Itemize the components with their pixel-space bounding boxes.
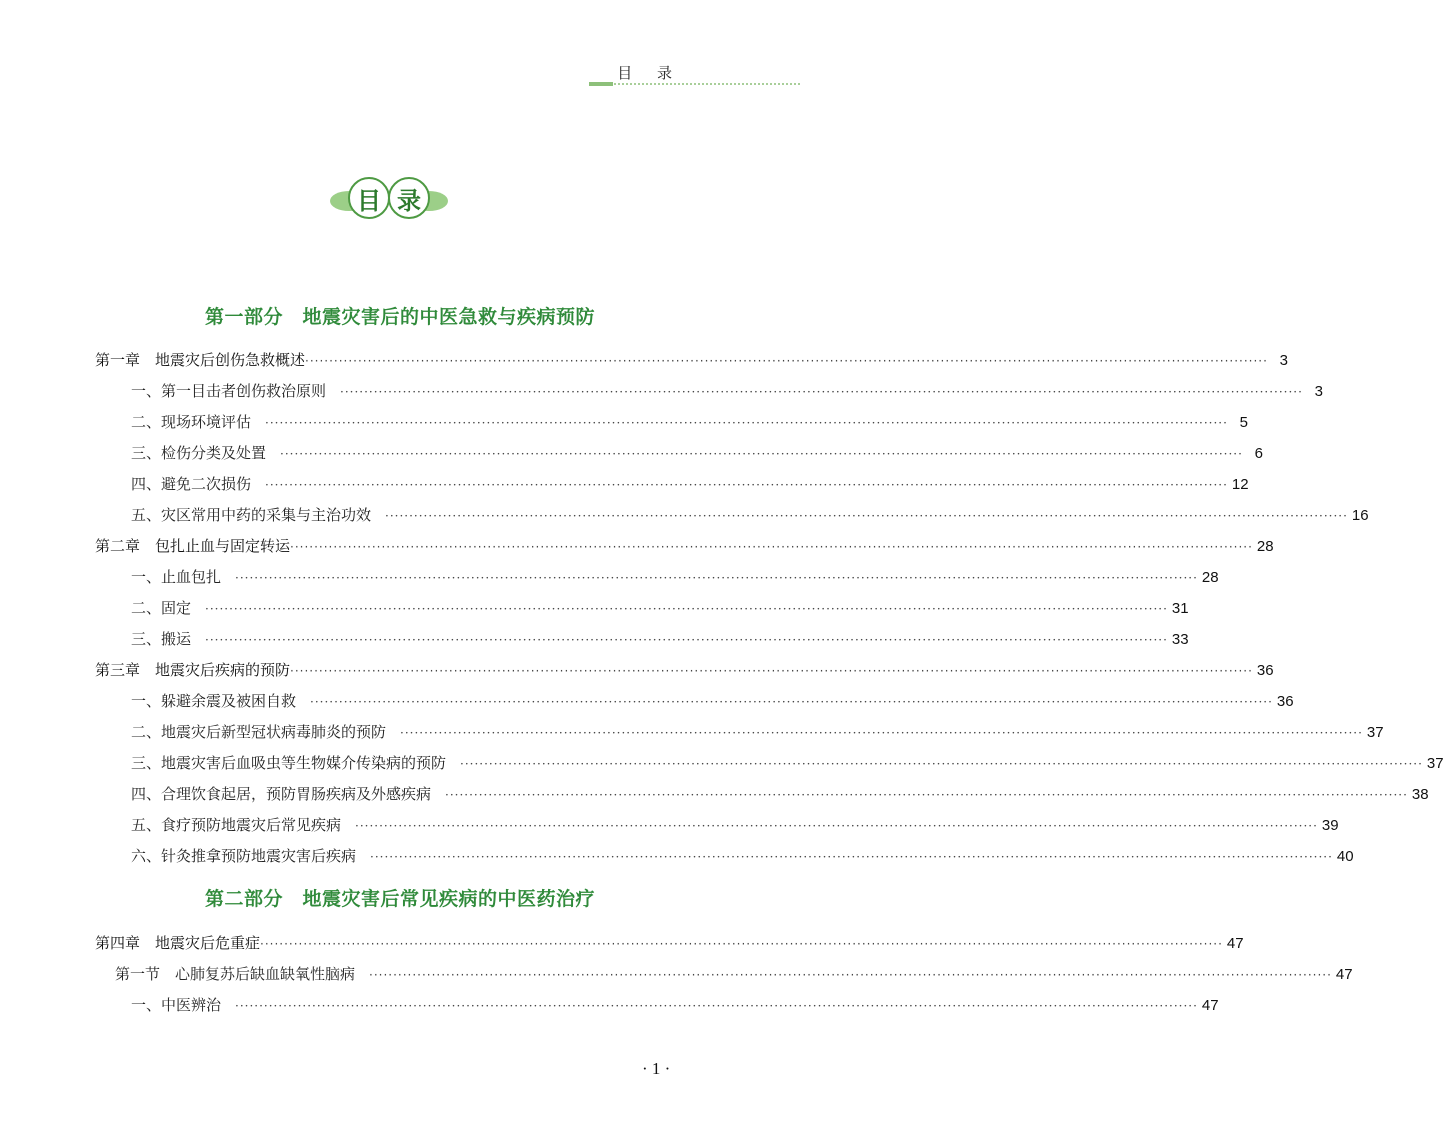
toc-entry-page: 5 [1239, 414, 1248, 431]
toc-entry-page: 3 [1314, 383, 1323, 400]
toc-entry [95, 593, 1189, 624]
toc-leader-dots: ········································································································································································································ [305, 354, 1268, 368]
toc-entry-page: 33 [1171, 631, 1189, 648]
toc-entry-label: 五、食疗预防地震灾后常见疾病 [131, 816, 342, 834]
toc-entry-label: 一、第一目击者创伤救治原则 [131, 382, 327, 400]
toc-leader-dots: ········································································································································································································ [280, 447, 1243, 461]
toc-entry-label: 五、灾区常用中药的采集与主治功效 [131, 506, 372, 524]
toc-leader-dots: ········································································································································································································ [340, 385, 1303, 399]
toc-entry [95, 779, 1429, 810]
part-title-2: 第二部分 地震灾害后常见疾病的中医药治疗 [204, 888, 595, 910]
toc-entry-label: 第一章 地震灾后创伤急救概述 [95, 351, 306, 369]
toc-entry-label: 一、躲避余震及被困自救 [131, 692, 297, 710]
toc-entry [95, 990, 1219, 1021]
toc-entry-page: 36 [1276, 693, 1294, 710]
toc-entry-label: 第四章 地震灾后危重症 [95, 934, 261, 952]
toc-entry [95, 928, 1244, 959]
toc-entry [95, 810, 1339, 841]
toc-leader-dots: ········································································································································································································ [370, 850, 1333, 864]
toc-entry-page: 36 [1256, 662, 1274, 679]
toc-entry-label: 第一节 心肺复苏后缺血缺氧性脑病 [115, 965, 356, 983]
toc-entry-label: 第二章 包扎止血与固定转运 [95, 537, 291, 555]
toc-leader-dots: ········································································································································································································ [265, 478, 1228, 492]
toc-leader-dots: ········································································································································································································ [235, 571, 1198, 585]
toc-entry [95, 959, 1353, 990]
toc-leader-dots: ········································································································································································································ [290, 664, 1253, 678]
toc-entry-page: 28 [1256, 538, 1274, 555]
toc-leader-dots: ········································································································································································································ [290, 540, 1253, 554]
toc-entry-page: 12 [1231, 476, 1249, 493]
toc-leader-dots: ········································································································································································································ [235, 999, 1198, 1013]
toc-entry [95, 531, 1274, 562]
toc-entry-label: 四、避免二次损伤 [131, 475, 252, 493]
toc-entry-label: 二、固定 [131, 599, 192, 617]
header-accent-bar [589, 82, 613, 86]
toc-entry [95, 469, 1249, 500]
toc-entry-page: 37 [1426, 755, 1444, 772]
toc-leader-dots: ········································································································································································································ [260, 937, 1223, 951]
part-title-1: 第一部分 地震灾害后的中医急救与疾病预防 [204, 306, 595, 328]
running-header: 目 录 [617, 64, 682, 82]
toc-entry-label: 四、合理饮食起居，预防胃肠疾病及外感疾病 [131, 785, 432, 803]
page-number: · 1 · [642, 1059, 671, 1078]
toc-entry [95, 345, 1288, 376]
toc-entry-label: 第三章 地震灾后疾病的预防 [95, 661, 291, 679]
toc-entry-page: 47 [1335, 966, 1353, 983]
toc-leader-dots: ········································································································································································································ [205, 602, 1168, 616]
toc-leader-dots: ········································································································································································································ [460, 757, 1423, 771]
toc-list-part-1 [95, 345, 1444, 872]
toc-entry-page: 40 [1336, 848, 1354, 865]
toc-leader-dots: ········································································································································································································ [445, 788, 1408, 802]
toc-leader-dots: ········································································································································································································ [400, 726, 1363, 740]
toc-entry-page: 3 [1279, 352, 1288, 369]
toc-entry-label: 三、搬运 [131, 630, 192, 648]
toc-entry-page: 38 [1411, 786, 1429, 803]
header-dotted-rule [614, 83, 800, 85]
toc-entry-page: 6 [1254, 445, 1263, 462]
toc-entry-page: 28 [1201, 569, 1219, 586]
toc-leader-dots: ········································································································································································································ [369, 968, 1332, 982]
toc-leader-dots: ········································································································································································································ [265, 416, 1228, 430]
toc-entry-label: 二、现场环境评估 [131, 413, 252, 431]
toc-leader-dots: ········································································································································································································ [310, 695, 1273, 709]
toc-entry-label: 三、地震灾害后血吸虫等生物媒介传染病的预防 [131, 754, 447, 772]
toc-entry [95, 655, 1274, 686]
title-char-2: 录 [388, 177, 430, 219]
toc-entry-page: 47 [1201, 997, 1219, 1014]
toc-leader-dots: ········································································································································································································ [205, 633, 1168, 647]
toc-entry [95, 748, 1444, 779]
toc-entry [95, 717, 1384, 748]
toc-leader-dots: ········································································································································································································ [385, 509, 1348, 523]
toc-entry-page: 31 [1171, 600, 1189, 617]
toc-entry [95, 686, 1294, 717]
toc-entry [95, 438, 1263, 469]
toc-entry [95, 376, 1323, 407]
toc-entry [95, 841, 1354, 872]
toc-entry [95, 407, 1248, 438]
toc-entry-page: 39 [1321, 817, 1339, 834]
toc-title-badge [330, 171, 448, 225]
toc-entry-label: 六、针灸推拿预防地震灾害后疾病 [131, 847, 357, 865]
toc-entry-label: 二、地震灾后新型冠状病毒肺炎的预防 [131, 723, 387, 741]
toc-entry-page: 47 [1226, 935, 1244, 952]
toc-entry [95, 500, 1369, 531]
toc-entry-page: 16 [1351, 507, 1369, 524]
title-char-1: 目 [348, 177, 390, 219]
toc-entry-page: 37 [1366, 724, 1384, 741]
toc-entry-label: 一、中医辨治 [131, 996, 222, 1014]
toc-list-part-2 [95, 928, 1353, 1021]
toc-entry-label: 一、止血包扎 [131, 568, 222, 586]
toc-entry [95, 562, 1219, 593]
toc-entry-label: 三、检伤分类及处置 [131, 444, 267, 462]
toc-leader-dots: ········································································································································································································ [355, 819, 1318, 833]
toc-entry [95, 624, 1189, 655]
